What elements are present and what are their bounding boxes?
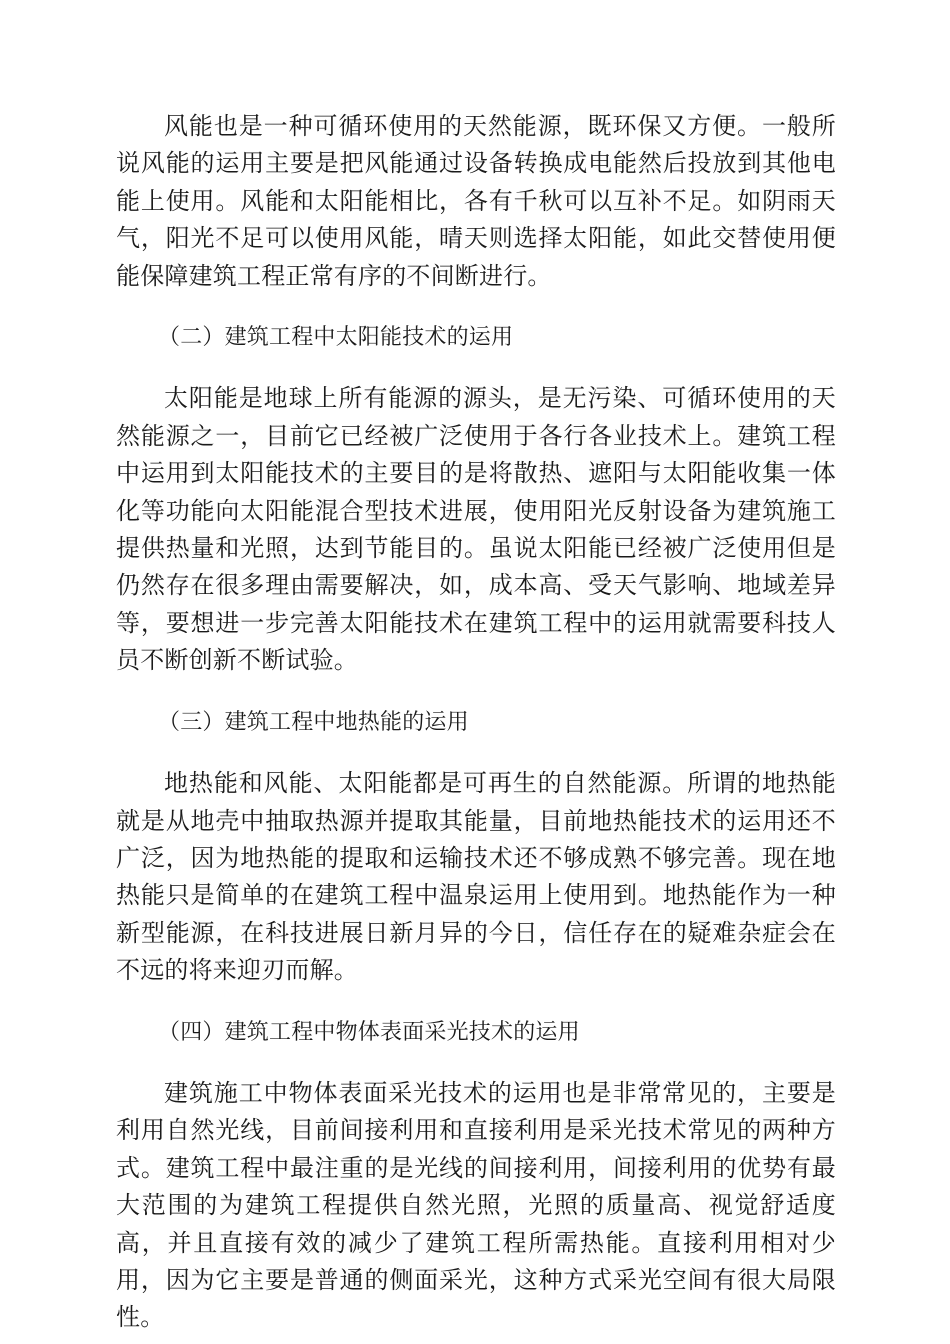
paragraph-wind-energy: 风能也是一种可循环使用的天然能源，既环保又方便。一般所说风能的运用主要是把风能通过设备转换成电能然后投放到其他电能上使用。风能和太阳能相比，各有千秋可以互补不足。如阴雨天气，阳光不足可以使用风能，晴天则选择太阳能，如此交替使用便能保障建筑工程正常有序的不间断进行。 bbox=[116, 112, 836, 290]
paragraph-geothermal-energy: 地热能和风能、太阳能都是可再生的自然能源。所谓的地热能就是从地壳中抽取热源并提取其能量，目前地热能技术的运用还不广泛，因为地热能的提取和运输技术还不够成熟不够完善。现在地热能只是简单的在建筑工程中温泉运用上使用到。地热能作为一种新型能源，在科技进展日新月异的今日，信任存在的疑难杂症会在不远的将来迎刃而解。 bbox=[116, 769, 836, 985]
document-page bbox=[116, 108, 836, 1337]
section-heading-daylighting: （四）建筑工程中物体表面采光技术的运用 bbox=[158, 1019, 580, 1045]
section-heading-solar: （二）建筑工程中太阳能技术的运用 bbox=[158, 325, 514, 351]
paragraph-daylighting: 建筑施工中物体表面采光技术的运用也是非常常见的，主要是利用自然光线，目前间接利用和直接利用是采光技术常见的两种方式。建筑工程中最注重的是光线的间接利用，间接利用的优势有最大范围的为建筑工程提供自然光照，光照的质量高、视觉舒适度高，并且直接有效的减少了建筑工程所需热能。直接利用相对少用，因为它主要是普通的侧面采光，这种方式采光空间有很大局限性。 bbox=[116, 1078, 836, 1332]
section-heading-geothermal: （三）建筑工程中地热能的运用 bbox=[158, 709, 469, 735]
paragraph-solar-energy: 太阳能是地球上所有能源的源头，是无污染、可循环使用的天然能源之一，目前它已经被广泛使用于各行各业技术上。建筑工程中运用到太阳能技术的主要目的是将散热、遮阳与太阳能收集一体化等功能向太阳能混合型技术进展，使用阳光反射设备为建筑施工提供热量和光照，达到节能目的。虽说太阳能已经被广泛使用但是仍然存在很多理由需要解决，如，成本高、受天气影响、地域差异等，要想进一步完善太阳能技术在建筑工程中的运用就需要科技人员不断创新不断试验。 bbox=[116, 384, 836, 675]
